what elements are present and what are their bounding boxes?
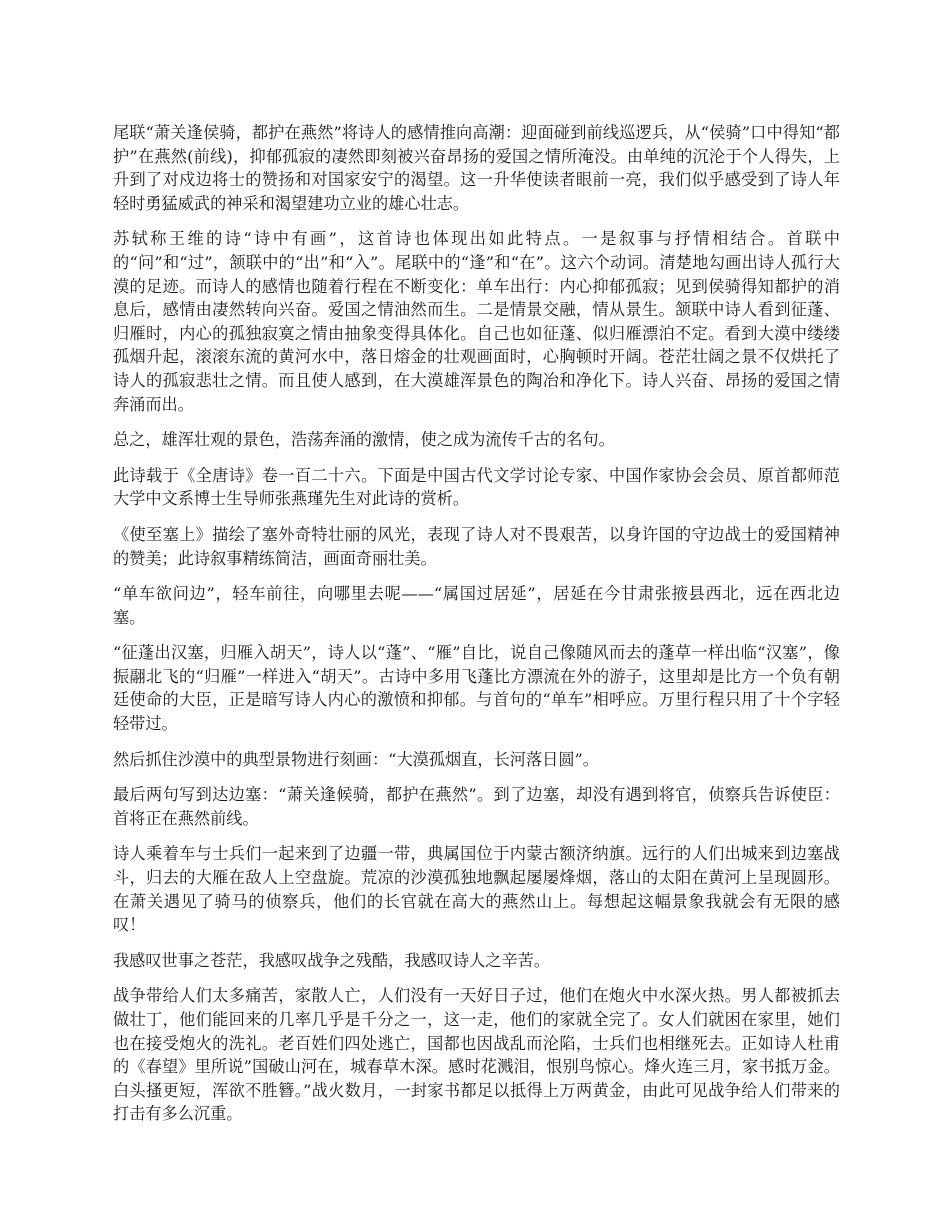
paragraph-5: 《使至塞上》描绘了塞外奇特壮丽的风光，表现了诗人对不畏艰苦，以身许国的守边战士的爱国精神的赞美；此诗叙事精练简洁，画面奇丽壮美。 <box>113 524 840 568</box>
paragraph-2: 苏轼称王维的诗“诗中有画”，这首诗也体现出如此特点。一是叙事与抒情相结合。首联中的“问”和“过”，颔联中的“出”和“入”。尾联中的“逢”和“在”。这六个动词。清楚地勾画出诗人孤行大漠的足迹。而诗人的感情也随着行程在不断变化：单车出行：内心抑郁孤寂；见到侯骑得知都护的消息后，感情由凄然转向兴奋。爱国之情油然而生。二是情景交融，情从景生。颔联中诗人看到征蓬、归雁时，内心的孤独寂寞之情由抽象变得具体化。自己也如征蓬、似归雁漂泊不定。看到大漠中缕缕孤烟升起，滚滚东流的黄河水中，落日熔金的壮观画面时，心胸顿时开阔。苍茫壮阔之景不仅烘托了诗人的孤寂悲壮之情。而且使人感到，在大漠雄浑景色的陶冶和净化下。诗人兴奋、昂扬的爱国之情奔涌而出。 <box>113 229 840 414</box>
paragraph-10: 诗人乘着车与士兵们一起来到了边疆一带，典属国位于内蒙古额济纳旗。远行的人们出城来到边塞战斗，归去的大雁在敌人上空盘旋。荒凉的沙漠孤独地飘起屡屡烽烟，落山的太阳在黄河上呈现圆形。在萧关遇见了骑马的侦察兵，他们的长官就在高大的燕然山上。每想起这幅景象我就会有无限的感叹！ <box>113 844 840 935</box>
paragraph-3: 总之，雄浑壮观的景色，浩荡奔涌的激情，使之成为流传千古的名句。 <box>113 430 615 450</box>
paragraph-7: “征蓬出汉塞，归雁入胡天”，诗人以“蓬”、“雁”自比，说自己像随风而去的蓬草一样出临“汉塞”，像振翮北飞的“归雁”一样进入“胡天”。古诗中多用飞蓬比方漂流在外的游子，这里却是比方一个负有朝廷使命的大臣，正是暗写诗人内心的激愤和抑郁。与首句的“单车”相呼应。万里行程只用了十个字轻轻带过。 <box>113 643 840 734</box>
paragraph-12: 战争带给人们太多痛苦，家散人亡，人们没有一天好日子过，他们在炮火中水深火热。男人都被抓去做壮丁，他们能回来的几率几乎是千分之一，这一走，他们的家就全完了。女人们就困在家里，她们也在接受炮火的洗礼。老百姓们四处逃亡，国都也因战乱而沦陷，士兵们也相继死去。正如诗人杜甫的《春望》里所说”国破山河在，城春草木深。感时花溅泪，恨别鸟惊心。烽火连三月，家书抵万金。白头搔更短，浑欲不胜簪。”战火数月，一封家书都足以抵得上万两黄金，由此可见战争给人们带来的打击有多么沉重。 <box>113 986 840 1124</box>
paragraph-1: 尾联“萧关逢侯骑，都护在燕然”将诗人的感情推向高潮：迎面碰到前线巡逻兵，从“侯骑”口中得知“都护”在燕然(前线)，抑郁孤寂的凄然即刻被兴奋昂扬的爱国之情所淹没。由单纯的沉沦于个人得失，上升到了对戍边将士的赞扬和对国家安宁的渴望。这一升华使读者眼前一亮，我们似乎感受到了诗人年轻时勇猛威武的神采和渴望建功立业的雄心壮志。 <box>113 123 840 213</box>
document-body <box>113 121 840 1138</box>
paragraph-9: 最后两句写到达边塞：“萧关逢候骑，都护在燕然”。到了边塞，却没有遇到将官，侦察兵告诉使臣：首将正在燕然前线。 <box>113 785 840 828</box>
paragraph-11: 我感叹世事之苍茫，我感叹战争之残酷，我感叹诗人之辛苦。 <box>113 950 551 970</box>
paragraph-4: 此诗载于《全唐诗》卷一百二十六。下面是中国古代文学讨论专家、中国作家协会会员、原首都师范大学中文系博士生导师张燕瑾先生对此诗的赏析。 <box>113 465 840 509</box>
paragraph-8: 然后抓住沙漠中的典型景物进行刻画：“大漠孤烟直，长河落日圆”。 <box>113 749 599 769</box>
paragraph-6: “单车欲问边”，轻车前往，向哪里去呢——“属国过居延”，居延在今甘肃张掖县西北，远在西北边塞。 <box>113 584 840 627</box>
